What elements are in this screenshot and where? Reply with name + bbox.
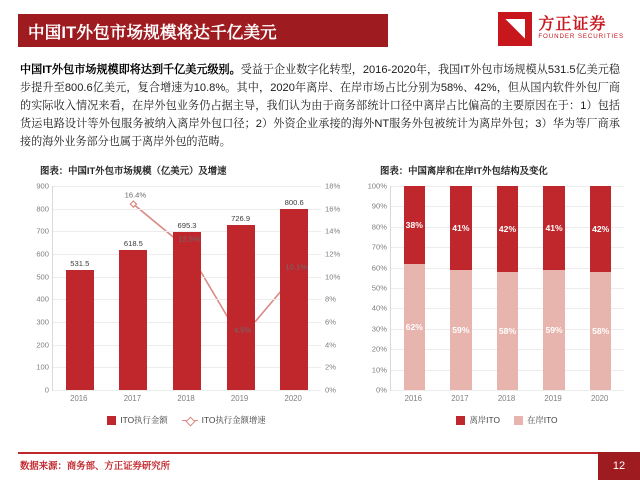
stacked-bar	[590, 186, 611, 390]
x-axis-tick: 2017	[123, 394, 142, 403]
stacked-segment-onshore	[404, 186, 425, 264]
x-axis-tick: 2018	[177, 394, 195, 403]
x-axis-tick: 2019	[230, 394, 249, 403]
bar-data-label: 531.5	[70, 258, 90, 268]
x-axis-tick: 2016	[70, 394, 88, 403]
legend-label-ito-growth: ITO执行金额增速	[201, 415, 266, 425]
logo-text-en: FOUNDER SECURITIES	[538, 33, 624, 41]
segment-data-label: 38%	[405, 219, 423, 230]
legend-swatch-line-icon	[182, 420, 198, 421]
logo-text-cn: 方正证券	[538, 16, 607, 34]
stacked-segment-offshore	[497, 272, 518, 390]
y-axis-tick: 60%	[371, 263, 387, 273]
y-axis-tick: 900	[36, 181, 49, 191]
bar-ito-amount	[66, 270, 94, 390]
segment-data-label: 58%	[498, 325, 517, 336]
stacked-segment-onshore	[450, 186, 471, 270]
gridline	[391, 390, 624, 391]
left-chart-caption: 图表：中国IT外包市场规模（亿美元）及增速	[40, 165, 227, 176]
brand-logo	[498, 12, 624, 46]
legend-label-onshore-ito: 在岸ITO	[527, 415, 558, 425]
stacked-bar	[404, 186, 425, 390]
segment-data-label: 62%	[405, 321, 423, 332]
y-axis-tick: 30%	[371, 324, 387, 334]
footer-divider	[18, 452, 622, 454]
right-chart-plot-area	[367, 181, 624, 395]
segment-data-label: 42%	[592, 223, 610, 234]
y-axis-tick: 0%	[376, 385, 387, 395]
bar-ito-amount	[173, 232, 201, 390]
y-axis-tick: 200	[36, 340, 49, 350]
legend-label-ito-amount: ITO执行金额	[120, 415, 168, 425]
segment-data-label: 59%	[452, 324, 470, 335]
left-chart-legend	[52, 414, 321, 426]
bar-ito-amount	[280, 209, 308, 390]
right-chart-caption: 图表：中国离岸和在岸IT外包结构及变化	[380, 165, 548, 176]
legend-swatch-offshore-icon	[456, 416, 465, 425]
left-chart-panel	[14, 181, 341, 444]
secondary-y-axis-tick: 16%	[325, 204, 341, 214]
y-axis-tick: 90%	[371, 201, 387, 211]
y-axis-tick: 100%	[367, 181, 387, 191]
y-axis-tick: 50%	[371, 283, 387, 293]
x-axis-tick: 2020	[284, 394, 302, 403]
legend-item-ito-growth	[182, 414, 266, 426]
bar-data-label: 695.3	[177, 221, 197, 231]
x-axis-tick: 2020	[591, 394, 609, 403]
legend-item-offshore-ito	[456, 414, 500, 426]
stacked-segment-onshore	[497, 186, 518, 272]
legend-label-offshore-ito: 离岸ITO	[469, 415, 500, 425]
logo-mark-icon	[498, 12, 532, 46]
right-chart-panel	[352, 182, 632, 444]
page-title-bar	[18, 14, 388, 47]
y-axis-tick: 500	[36, 272, 49, 282]
y-axis-tick: 700	[36, 226, 49, 236]
secondary-y-axis-tick: 10%	[325, 272, 341, 282]
stacked-segment-offshore	[404, 264, 425, 390]
stacked-segment-onshore	[543, 186, 564, 270]
y-axis-tick: 300	[36, 317, 49, 327]
legend-swatch-onshore-icon	[514, 416, 523, 425]
page-title: 中国IT外包市场规模将达千亿美元	[28, 23, 277, 42]
y-axis-tick: 100	[36, 362, 49, 372]
x-axis-tick: 2016	[404, 394, 422, 403]
y-axis-tick: 800	[36, 204, 49, 214]
logo-text	[538, 17, 624, 40]
x-axis-tick: 2018	[497, 394, 516, 403]
stacked-segment-onshore	[590, 186, 611, 272]
gridline	[53, 390, 321, 391]
y-axis-tick: 600	[36, 249, 49, 259]
right-chart-x-axis-labels	[390, 394, 624, 408]
x-axis-tick: 2019	[544, 394, 562, 403]
segment-data-label: 42%	[498, 223, 517, 234]
left-chart-plot-area	[36, 181, 341, 395]
secondary-y-axis-tick: 18%	[325, 181, 341, 191]
x-axis-tick: 2017	[451, 394, 469, 403]
y-axis-tick: 20%	[371, 344, 387, 354]
segment-data-label: 41%	[452, 222, 470, 233]
segment-data-label: 41%	[545, 222, 563, 233]
stacked-bar	[450, 186, 471, 390]
legend-item-ito-amount	[107, 414, 167, 426]
bar-ito-amount	[227, 225, 255, 390]
stacked-bar	[543, 186, 564, 390]
bar-ito-amount	[119, 250, 147, 390]
page-number-badge: 12	[598, 452, 640, 480]
segment-data-label: 58%	[592, 325, 610, 336]
secondary-y-axis-tick: 12%	[325, 249, 341, 259]
legend-item-onshore-ito	[514, 414, 558, 426]
growth-line-data-label: 12.5%	[178, 234, 200, 244]
legend-swatch-bar-icon	[107, 416, 116, 425]
bar-data-label: 726.9	[231, 214, 251, 224]
secondary-y-axis-tick: 8%	[325, 294, 336, 304]
growth-line-data-label: 16.4%	[124, 190, 147, 200]
gridline	[53, 186, 321, 187]
secondary-y-axis-tick: 14%	[325, 226, 341, 236]
growth-line	[133, 204, 294, 339]
secondary-y-axis-tick: 4%	[325, 340, 336, 350]
y-axis-tick: 80%	[371, 222, 387, 232]
y-axis-tick: 70%	[371, 242, 387, 252]
left-chart-x-axis-labels	[52, 394, 321, 408]
bar-data-label: 618.5	[123, 238, 143, 248]
growth-line-data-label: 4.5%	[233, 325, 252, 335]
y-axis-tick: 400	[36, 294, 49, 304]
stacked-bar	[497, 186, 518, 390]
stacked-segment-offshore	[543, 270, 564, 390]
secondary-y-axis-tick: 2%	[325, 362, 336, 372]
bar-data-label: 800.6	[284, 197, 304, 207]
slide-header	[0, 0, 640, 60]
y-axis-tick: 40%	[371, 303, 387, 313]
body-paragraph: 中国IT外包市场规模即将达到千亿美元级别。受益于企业数字化转型，2016-2020年，我国IT外包市场规模从531.5亿美元稳步提升至800.6亿美元，复合增速为10.8%。其中，2020年离岸、在岸市场占比分别为58%、42%，但从国内软件外包厂商的实际收入情况来看，在岸外包业务仍占据主导，我们认为由于商务部统计口径中离岸占比偏高的主要原因在于：1）包括货运电路设计等外包服务被纳入离岸外包口径；2）外资企业承接的海外NT服务外包被统计为离岸外包；3）华为等厂商承接的海外业务部分也属于离岸外包的范畴。	[20, 64, 620, 148]
stacked-segment-offshore	[590, 272, 611, 390]
secondary-y-axis-tick: 0%	[325, 385, 336, 395]
growth-line-data-label: 10.1%	[285, 262, 307, 272]
footer-source: 数据来源：商务部、方正证券研究所	[20, 460, 171, 471]
segment-data-label: 59%	[545, 324, 563, 335]
secondary-y-axis-tick: 6%	[325, 317, 336, 327]
stacked-segment-offshore	[450, 270, 471, 390]
y-axis-tick: 10%	[371, 365, 387, 375]
y-axis-tick: 0	[44, 385, 49, 395]
right-chart-legend	[390, 414, 624, 426]
